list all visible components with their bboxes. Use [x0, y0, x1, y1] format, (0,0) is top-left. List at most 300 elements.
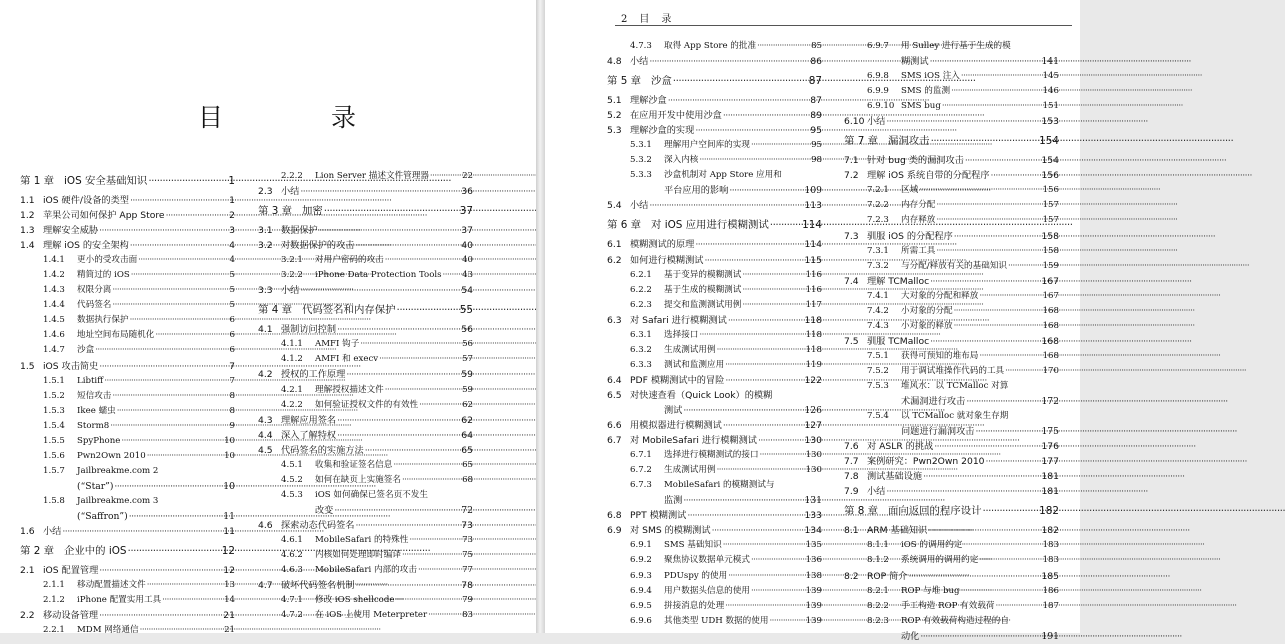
toc-leader-dots	[99, 563, 222, 578]
toc-entry-page: 7	[229, 375, 235, 386]
toc-entry-title: 其他类型 UDH 数据的使用	[664, 615, 769, 626]
toc-leader-dots	[936, 213, 1041, 228]
toc-leader-dots	[112, 298, 228, 313]
toc-entry-page: 156	[1042, 185, 1059, 196]
toc-entry-page: 55	[459, 304, 473, 317]
toc-entry-title: 案例研究：Pwn2Own 2010	[867, 456, 985, 468]
toc-entry-page: 109	[804, 185, 822, 197]
toc-entry-number: 6.9.2	[630, 555, 652, 566]
toc-entry-page: 133	[804, 510, 822, 522]
toc-leader-dots	[1008, 259, 1042, 274]
toc-entry	[258, 398, 473, 413]
toc-entry-title: AMFI 和 execv	[315, 354, 379, 365]
toc-entry	[844, 538, 1059, 553]
toc-entry-page: 156	[1041, 170, 1059, 182]
toc-entry-title: 用于调试堆操作代码的工具	[901, 365, 1005, 376]
toc-entry-title: MobileSafari 的模糊测试与	[664, 480, 775, 491]
toc-entry	[607, 388, 822, 403]
toc-entry-number: 4.6	[258, 519, 273, 531]
toc-entry-number: 4.2	[258, 369, 273, 381]
toc-entry-title: 对 ASLR 的挑战	[867, 441, 934, 453]
toc-entry-page: 114	[802, 219, 822, 232]
toc-leader-dots	[699, 153, 810, 168]
toc-leader-dots	[725, 373, 803, 388]
toc-entry-page: 62	[462, 399, 473, 410]
toc-entry-page: 75	[462, 550, 473, 561]
toc-entry-number: 6.9	[607, 525, 622, 537]
toc-entry-title: 选择进行模糊测试的接口	[664, 450, 759, 461]
toc-entry-title: PDUspy 的使用	[664, 570, 728, 581]
toc-entry-number: 7.3.1	[867, 245, 889, 256]
toc-entry-title: PDF 模糊测试中的冒险	[630, 374, 725, 386]
toc-entry-title: 提交和监测测试用例	[664, 299, 742, 310]
toc-entry	[844, 499, 1059, 523]
toc-entry	[258, 253, 473, 268]
toc-entry-title: 强制访问控制	[281, 324, 337, 336]
toc-entry-number: 2.1	[20, 565, 35, 577]
toc-entry-page: 73	[462, 534, 473, 545]
toc-entry-title: 收集和验证签名信息	[315, 459, 393, 470]
toc-entry-page: 130	[804, 435, 822, 447]
toc-entry-page: 68	[462, 474, 473, 485]
toc-entry	[20, 623, 235, 638]
toc-entry	[20, 524, 235, 539]
toc-entry-page: 134	[804, 525, 822, 537]
toc-entry	[844, 379, 1059, 394]
toc-leader-dots	[986, 454, 1041, 469]
toc-leader-dots	[428, 608, 461, 623]
toc-leader-dots	[140, 623, 223, 638]
toc-entry-number: 7.9	[844, 486, 859, 498]
toc-entry-number: 7.3	[844, 230, 859, 242]
toc-entry-number: 4.5	[258, 444, 273, 456]
toc-leader-dots	[128, 539, 221, 563]
toc-entry-title: 动化	[901, 630, 920, 642]
toc-entry	[607, 599, 822, 614]
toc-entry-number: 3.3	[258, 285, 273, 297]
toc-entry-page: 127	[804, 420, 822, 432]
toc-entry	[20, 419, 235, 434]
toc-entry	[258, 533, 473, 548]
toc-entry-page: 118	[804, 314, 822, 326]
toc-entry-page: 64	[461, 429, 473, 441]
toc-entry-title: iPhone Data Protection Tools	[315, 270, 442, 281]
toc-entry-number: 8.2.3	[867, 615, 889, 626]
toc-entry	[607, 168, 822, 183]
toc-leader-dots	[751, 584, 805, 599]
toc-leader-dots	[934, 439, 1040, 454]
toc-entry	[607, 253, 822, 268]
toc-entry-number: 3.2.2	[281, 270, 303, 281]
toc-entry-page: 5	[229, 270, 235, 281]
toc-entry-title: 手工构造 ROP 有效载荷	[901, 600, 995, 611]
toc-entry	[607, 463, 822, 478]
toc-entry-number: 7.6	[844, 441, 859, 453]
toc-leader-dots	[991, 168, 1041, 183]
toc-entry	[844, 439, 1059, 454]
book-gutter	[536, 0, 545, 633]
toc-entry	[607, 283, 822, 298]
toc-leader-dots	[979, 289, 1041, 304]
toc-leader-dots	[360, 337, 461, 352]
running-head: 2 目 录	[621, 14, 673, 25]
toc-entry-title: 对用户密码的攻击	[315, 255, 384, 266]
toc-entry-title: 测试	[664, 404, 683, 416]
toc-leader-dots	[130, 193, 228, 208]
toc-entry	[844, 523, 1059, 538]
toc-entry	[844, 84, 1059, 99]
toc-leader-dots	[951, 84, 1042, 99]
toc-entry	[20, 238, 235, 253]
toc-entry	[20, 253, 235, 268]
toc-entry-page: 114	[804, 239, 822, 251]
toc-entry-number: 7.5.1	[867, 350, 889, 361]
toc-entry-title: 内核如何处理即时编译	[315, 550, 401, 561]
toc-leader-dots	[979, 553, 1041, 568]
toc-entry-title: 用 Sulley 进行基于生成的模	[901, 41, 1011, 51]
toc-entry-title: 面向返回的程序设计	[888, 505, 982, 518]
toc-leader-dots	[742, 268, 804, 283]
toc-entry-title: 小结	[281, 186, 300, 198]
toc-entry-title: iOS 的调用约定	[901, 540, 963, 551]
toc-leader-dots	[954, 319, 1042, 334]
toc-entry-number: 5.4	[607, 200, 622, 212]
toc-entry-page: 118	[805, 344, 822, 355]
toc-entry	[607, 448, 822, 463]
toc-entry-page: 73	[461, 519, 473, 531]
toc-leader-dots	[319, 223, 461, 238]
toc-entry	[20, 313, 235, 328]
toc-entry-title: 驯服 iOS 的分配程序	[867, 230, 953, 242]
toc-entry-page: 130	[805, 450, 822, 461]
toc-entry-number: 5.3	[607, 125, 622, 137]
toc-entry-title: 沙盒	[651, 75, 672, 88]
toc-entry-number: 1.4.3	[43, 285, 65, 296]
toc-leader-dots	[395, 593, 461, 608]
toc-entry-page: 87	[810, 95, 822, 107]
toc-entry-page: 8	[229, 405, 235, 416]
toc-entry-page: 118	[805, 329, 822, 340]
toc-entry-number: 4.7.1	[281, 595, 303, 606]
toc-leader-dots	[337, 413, 460, 428]
toc-entry-number: 6.3.1	[630, 329, 652, 340]
toc-leader-dots	[649, 198, 803, 213]
toc-entry-page: 54	[461, 285, 473, 297]
toc-entry-title: 小结	[630, 56, 649, 68]
toc-leader-dots	[930, 334, 1040, 349]
toc-entry-number: 4.5.3	[281, 489, 303, 500]
toc-leader-dots	[687, 508, 803, 523]
toc-entry-title: 小结	[43, 526, 62, 538]
toc-leader-dots	[886, 114, 1040, 129]
toc-entry-number: 6.4	[607, 374, 622, 386]
toc-entry-page: 185	[1041, 570, 1059, 582]
toc-entry-title: 代码签名的实施方法	[281, 444, 364, 456]
toc-entry-title: ROP 有效载荷构造过程的自	[901, 615, 1009, 626]
toc-entry-title: 在 iOS 上使用 Meterpreter	[315, 610, 428, 621]
toc-entry-title: 测试基础设施	[867, 471, 923, 483]
toc-leader-dots	[385, 253, 461, 268]
toc-entry-page: 139	[805, 585, 822, 596]
toc-entry	[258, 488, 473, 503]
toc-entry-page: 56	[462, 339, 473, 350]
toc-leader-dots	[112, 283, 228, 298]
toc-entry	[607, 403, 822, 418]
toc-entry-page: 116	[805, 269, 822, 280]
toc-leader-dots	[976, 424, 1041, 439]
toc-entry-number: 2.1.2	[43, 595, 65, 606]
toc-entry-title: 术漏洞进行攻击	[901, 396, 966, 408]
toc-entry-page: 78	[461, 580, 473, 592]
toc-entry-title: 小结	[867, 486, 886, 498]
toc-leader-dots	[162, 593, 223, 608]
toc-entry	[844, 304, 1059, 319]
toc-entry-page: 191	[1041, 630, 1059, 642]
toc-entry-title: 加密	[302, 205, 323, 218]
toc-entry	[20, 509, 235, 524]
toc-entry-title: 破坏代码签名机制	[281, 580, 355, 592]
toc-entry	[258, 268, 473, 283]
toc-entry-page: 95	[810, 125, 822, 137]
toc-entry-page: 8	[229, 390, 235, 401]
toc-entry-title: 深入了解特权	[281, 429, 337, 441]
toc-entry-title: 平台应用的影响	[664, 185, 729, 197]
toc-entry-page: 10	[224, 435, 235, 446]
toc-entry-title: 地址空间布局随机化	[77, 330, 155, 341]
toc-entry-number: 5.3.3	[630, 170, 652, 181]
toc-entry	[844, 584, 1059, 599]
toc-entry	[607, 183, 822, 198]
toc-entry-title: (“Star”)	[77, 480, 114, 492]
toc-entry-page: 186	[1042, 585, 1059, 596]
toc-leader-dots	[961, 584, 1042, 599]
toc-leader-dots	[908, 569, 1040, 584]
toc-entry	[20, 283, 235, 298]
toc-entry	[258, 473, 473, 488]
toc-leader-dots	[673, 69, 808, 93]
toc-entry	[607, 153, 822, 168]
toc-entry-title: 理解 iOS 的安全架构	[43, 240, 129, 252]
toc-entry-number: 1.3	[20, 225, 35, 237]
toc-leader-dots	[965, 153, 1041, 168]
toc-entry-page: 10	[223, 480, 235, 492]
toc-entry-number: 6.9.8	[867, 71, 889, 82]
toc-entry-page: 2	[229, 210, 235, 222]
toc-entry-title: 内存释放	[901, 215, 936, 226]
toc-leader-dots	[385, 383, 461, 398]
toc-entry	[20, 268, 235, 283]
toc-entry	[607, 237, 822, 252]
toc-leader-dots	[324, 199, 459, 223]
toc-entry-page: 56	[461, 324, 473, 336]
toc-entry-number: 1.5	[20, 360, 35, 372]
toc-entry	[20, 223, 235, 238]
toc-entry-page: 72	[461, 504, 473, 516]
toc-entry-title: 堆风水：以 TCMalloc 对算	[901, 380, 1009, 391]
toc-leader-dots	[930, 274, 1040, 289]
toc-entry	[844, 274, 1059, 289]
toc-entry-page: 65	[462, 459, 473, 470]
toc-entry-page: 168	[1042, 320, 1059, 331]
right-page	[545, 0, 1080, 642]
toc-entry	[607, 553, 822, 568]
toc-entry-number: 4.6.3	[281, 565, 303, 576]
toc-entry-title: 用模拟器进行模糊测试	[630, 420, 722, 432]
toc-entry-title: SMS 的监测	[901, 86, 951, 97]
toc-entry-page: 11	[223, 526, 235, 538]
toc-entry-number: 第 3 章	[258, 205, 292, 218]
toc-leader-dots	[954, 229, 1041, 244]
toc-entry-title: Jailbreakme.com 2	[77, 465, 159, 476]
toc-entry	[20, 374, 235, 389]
toc-leader-dots	[919, 183, 1041, 198]
toc-entry	[844, 349, 1059, 364]
toc-leader-dots	[356, 578, 461, 593]
toc-leader-dots	[443, 268, 462, 283]
toc-leader-dots	[954, 304, 1042, 319]
toc-leader-dots	[725, 599, 804, 614]
toc-entry-number: 3.2	[258, 240, 273, 252]
toc-entry-page: 136	[805, 555, 822, 566]
toc-entry-page: 14	[224, 595, 235, 606]
toc-leader-dots	[928, 523, 1040, 538]
toc-entry-page: 158	[1041, 230, 1059, 242]
toc-entry	[20, 389, 235, 404]
toc-entry	[20, 449, 235, 464]
toc-entry	[607, 39, 822, 54]
toc-entry	[844, 259, 1059, 274]
toc-entry	[844, 614, 1059, 629]
toc-entry-number: 6.3.2	[630, 344, 652, 355]
toc-entry	[844, 364, 1059, 379]
toc-entry	[258, 593, 473, 608]
toc-entry-page: 83	[462, 610, 473, 621]
toc-entry	[258, 337, 473, 352]
toc-entry-page: 182	[1041, 525, 1059, 537]
toc-entry	[844, 424, 1059, 439]
toc-entry-number: 4.7	[258, 580, 273, 592]
toc-entry-number: 8.2.1	[867, 585, 889, 596]
toc-entry-page: 6	[229, 345, 235, 356]
toc-entry-title: 聚焦协议数据单元模式	[664, 555, 750, 566]
toc-entry-title: 苹果公司如何保护 App Store	[43, 210, 165, 222]
toc-entry-number: 1.4.7	[43, 345, 65, 356]
toc-entry-page: 59	[461, 369, 473, 381]
toc-entry	[20, 434, 235, 449]
toc-entry-page: 122	[804, 374, 822, 386]
toc-entry-title: 测试和监测应用	[664, 359, 725, 370]
toc-entry-number: 6.9.9	[867, 86, 889, 97]
toc-entry-title: 针对 bug 类的漏洞攻击	[867, 155, 964, 167]
toc-entry-number: 7.5.2	[867, 365, 889, 376]
toc-entry-number: 6.7.1	[630, 450, 652, 461]
toc-entry-title: 取得 App Store 的批准	[664, 41, 757, 51]
toc-entry-number: 4.6.1	[281, 534, 303, 545]
toc-entry-number: 1.5.1	[43, 375, 65, 386]
toc-entry-page: 115	[804, 254, 822, 266]
toc-entry-page: 158	[1042, 245, 1059, 256]
toc-entry	[844, 54, 1059, 69]
toc-entry-number: 6.7	[607, 435, 622, 447]
toc-leader-dots	[728, 569, 804, 584]
toc-entry-number: 6.10	[844, 116, 865, 128]
toc-entry	[607, 123, 822, 138]
toc-entry-title: iOS 硬件/设备的类型	[43, 195, 129, 206]
toc-entry-number: 6.2.2	[630, 284, 652, 295]
toc-entry-number: 第 2 章	[20, 545, 54, 558]
toc-entry	[258, 383, 473, 398]
toc-entry-title: 驯服 TCMalloc	[867, 335, 930, 347]
toc-leader-dots	[695, 123, 809, 138]
toc-entry	[844, 99, 1059, 114]
toc-entry-title: 更小的受攻击面	[77, 255, 138, 266]
toc-entry-title: SMS iOS 注入	[901, 71, 960, 82]
toc-leader-dots	[62, 524, 222, 539]
toc-entry-title: SpyPhone	[77, 435, 121, 446]
toc-entry-number: 4.4	[258, 429, 273, 441]
toc-entry-title: 数据保护	[281, 225, 318, 237]
toc-leader-dots	[961, 69, 1042, 84]
toc-entry	[258, 428, 473, 443]
toc-entry-page: 167	[1041, 275, 1059, 287]
toc-entry	[844, 39, 1059, 54]
toc-entry-number: 6.3.3	[630, 359, 652, 370]
toc-leader-dots	[963, 538, 1041, 553]
toc-entry	[607, 433, 822, 448]
toc-entry	[258, 548, 473, 563]
toc-entry-title: 对快速查看（Quick Look）的模糊	[630, 389, 773, 401]
toc-entry-number: 7.2.3	[867, 215, 889, 226]
toc-entry-page: 1	[229, 195, 235, 206]
toc-entry-title: 所需工具	[901, 245, 936, 256]
toc-entry-number: 4.8	[607, 56, 622, 68]
left-page	[0, 0, 536, 636]
toc-entry-page: 36	[461, 186, 473, 198]
toc-entry-title: 系统调用的调用约定	[901, 555, 979, 566]
toc-entry-title: 理解沙盒	[630, 95, 667, 107]
toc-entry-number: 第 1 章	[20, 175, 54, 187]
toc-entry-number: 7.1	[844, 155, 859, 167]
toc-entry-page: 62	[461, 414, 473, 426]
toc-entry-number: 6.9.1	[630, 540, 652, 551]
toc-entry-page: 141	[1041, 56, 1059, 68]
toc-leader-dots	[979, 349, 1041, 364]
toc-leader-dots	[99, 359, 228, 374]
toc-leader-dots	[166, 208, 229, 223]
toc-entry	[844, 394, 1059, 409]
toc-entry-number: 6.9.7	[867, 41, 889, 51]
toc-leader-dots	[942, 99, 1042, 114]
toc-entry	[258, 413, 473, 428]
toc-entry-number: 7.5.4	[867, 411, 889, 422]
toc-entry	[607, 493, 822, 508]
toc-entry-number: 8.1.1	[867, 540, 889, 551]
toc-entry	[607, 268, 822, 283]
toc-entry-page: 177	[1041, 456, 1059, 468]
toc-entry-page: 37	[461, 225, 473, 237]
toc-entry-page: 43	[462, 270, 473, 281]
toc-entry-number: 6.9.4	[630, 585, 652, 596]
toc-entry-page: 119	[805, 359, 822, 370]
toc-entry	[844, 334, 1059, 349]
toc-entry-number: 1.4.1	[43, 255, 65, 266]
toc-entry	[258, 199, 473, 223]
toc-leader-dots	[110, 419, 228, 434]
toc-leader-dots	[112, 389, 228, 404]
toc-entry-number: 4.2.2	[281, 399, 303, 410]
toc-entry	[20, 539, 235, 563]
toc-leader-dots	[996, 599, 1042, 614]
